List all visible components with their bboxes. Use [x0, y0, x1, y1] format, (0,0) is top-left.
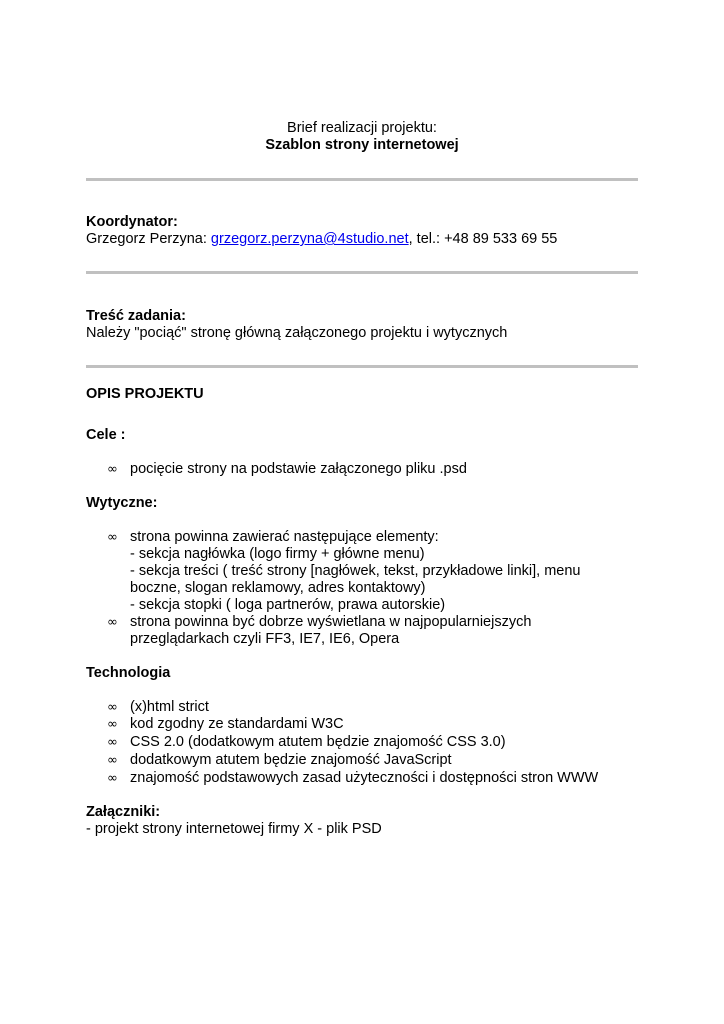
attachments-text: - projekt strony internetowej firmy X - plik PSD — [86, 821, 382, 837]
bullet-icon: ∞ — [107, 530, 118, 545]
divider — [86, 365, 638, 368]
bullet-icon: ∞ — [107, 753, 118, 768]
list-item-line: - sekcja nagłówka (logo firmy + główne menu) — [130, 546, 425, 562]
technology-heading: Technologia — [86, 665, 171, 681]
bullet-icon: ∞ — [107, 735, 118, 750]
coordinator-name: Grzegorz Perzyna: — [86, 231, 211, 247]
list-item: znajomość podstawowych zasad użyteczności i dostępności stron WWW — [130, 770, 599, 786]
list-item-line: - sekcja treści ( treść strony [nagłówek, tekst, przykładowe linki], menu — [130, 563, 581, 579]
goals-heading: Cele : — [86, 427, 126, 443]
bullet-icon: ∞ — [107, 771, 118, 786]
list-item-line: strona powinna zawierać następujące elementy: — [130, 529, 439, 545]
divider — [86, 178, 638, 181]
list-item-line: strona powinna być dobrze wyświetlana w najpopularniejszych — [130, 614, 532, 630]
task-heading: Treść zadania: — [86, 308, 186, 324]
task-text: Należy "pociąć" stronę główną załączonego projektu i wytycznych — [86, 325, 508, 341]
divider — [86, 271, 638, 274]
bullet-icon: ∞ — [107, 462, 118, 477]
list-item-line: boczne, slogan reklamowy, adres kontaktowy) — [130, 580, 426, 596]
list-item: CSS 2.0 (dodatkowym atutem będzie znajomość CSS 3.0) — [130, 734, 506, 750]
list-item-line: przeglądarkach czyli FF3, IE7, IE6, Opera — [130, 631, 400, 647]
list-item-line: - sekcja stopki ( loga partnerów, prawa autorskie) — [130, 597, 446, 613]
list-item: dodatkowym atutem będzie znajomość JavaScript — [130, 752, 452, 768]
coordinator-email-link[interactable]: grzegorz.perzyna@4studio.net — [210, 231, 409, 247]
document-title: Szablon strony internetowej — [265, 137, 459, 153]
list-item: (x)html strict — [130, 699, 209, 715]
list-item: kod zgodny ze standardami W3C — [130, 716, 344, 732]
bullet-icon: ∞ — [107, 717, 118, 732]
list-item: pocięcie strony na podstawie załączonego pliku .psd — [130, 461, 467, 477]
coordinator-line — [86, 231, 557, 248]
coordinator-phone: , tel.: +48 89 533 69 55 — [408, 231, 558, 247]
attachments-heading: Załączniki: — [86, 804, 161, 820]
guidelines-heading: Wytyczne: — [86, 495, 158, 511]
description-heading: OPIS PROJEKTU — [86, 386, 204, 402]
bullet-icon: ∞ — [107, 700, 118, 715]
bullet-icon: ∞ — [107, 615, 118, 630]
brief-subtitle: Brief realizacji projektu: — [287, 120, 437, 136]
coordinator-heading: Koordynator: — [86, 214, 178, 230]
